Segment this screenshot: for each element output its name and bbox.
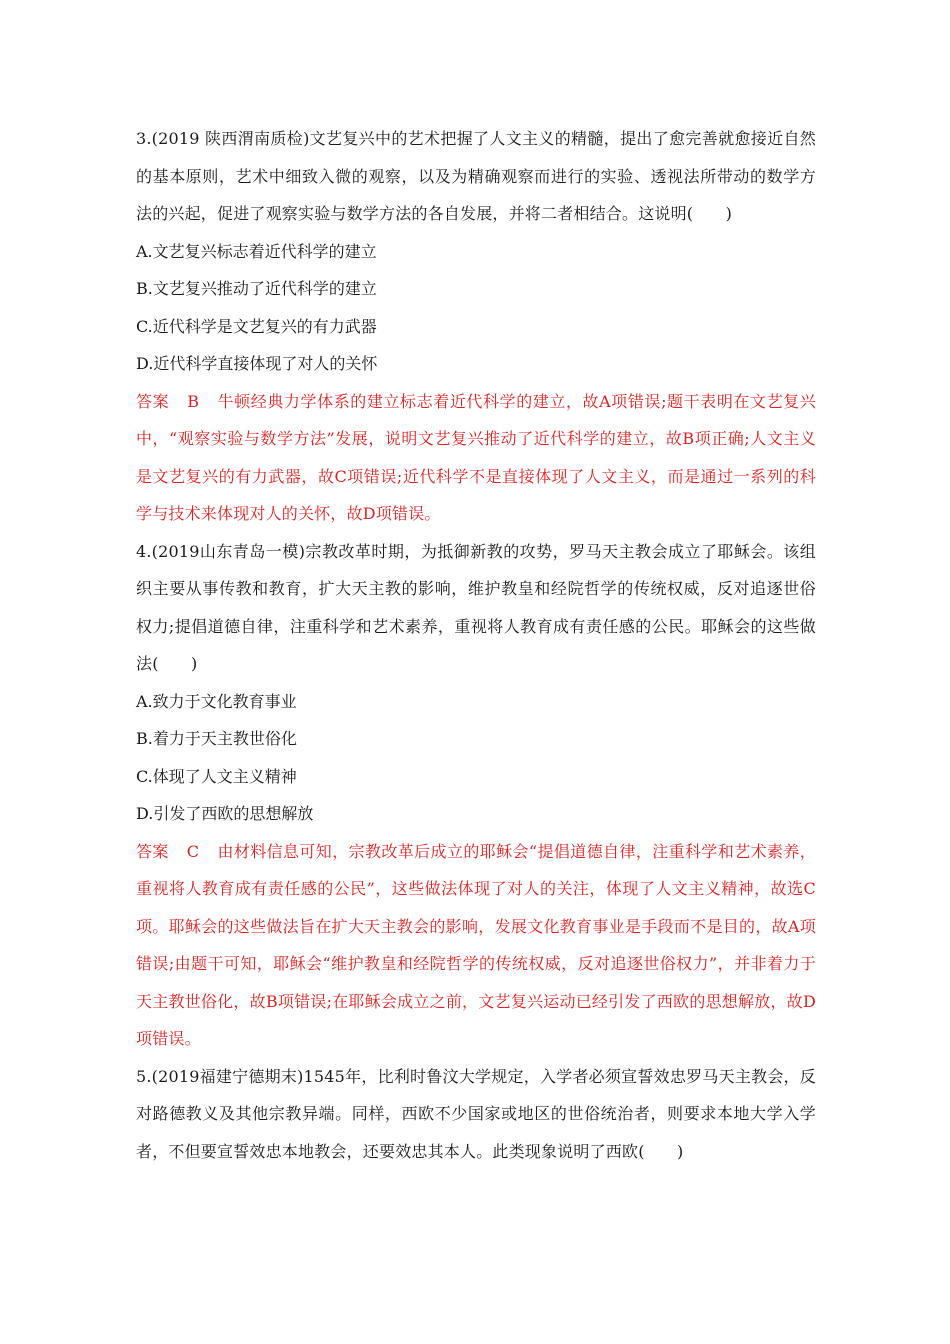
question-4 — [136, 533, 816, 1058]
question-4-option-c: C.体现了人文主义精神 — [136, 766, 297, 786]
answer-label: 答案 — [136, 391, 170, 411]
answer-key: C — [186, 841, 200, 861]
document-page — [136, 120, 816, 1170]
question-3-option-d: D.近代科学直接体现了对人的关怀 — [136, 354, 378, 373]
question-3-option-c: C.近代科学是文艺复兴的有力武器 — [136, 316, 377, 336]
answer-key: B — [187, 391, 200, 411]
answer-label: 答案 — [136, 841, 169, 861]
answer-explanation: 由材料信息可知，宗教改革后成立的耶稣会“提倡道德自律，注重科学和艺术素养，重视将人教育成有责任感的公民”，这些做法体现了对人的关注，体现了人文主义精神，故选C项。耶稣会的这些做法旨在扩大天主教会的影响，发展文化教育事业是手段而不是目的，故A项错误;由题干可知，耶稣会“维护教皇和经院哲学的传统权威，反对追逐世俗权力”，并非着力于天主教世俗化，故B项错误;在耶稣会成立之前，文艺复兴运动已经引发了西欧的思想解放，故D项错误。 — [136, 841, 816, 1048]
question-4-answer — [136, 833, 816, 1058]
question-5 — [136, 1058, 816, 1171]
answer-explanation: 牛顿经典力学体系的建立标志着近代科学的建立，故A项错误;题干表明在文艺复兴中，“观察实验与数学方法”发展，说明文艺复兴推动了近代科学的建立，故B项正确;人文主义是文艺复兴的有力武器，故C项错误;近代科学不是直接体现了人文主义，而是通过一系列的科学与技术来体现对人的关怀，故D项错误。 — [136, 391, 816, 523]
question-4-option-b: B.着力于天主教世俗化 — [136, 729, 297, 748]
question-4-option-d: D.引发了西欧的思想解放 — [136, 804, 314, 823]
question-3-option-b: B.文艺复兴推动了近代科学的建立 — [136, 279, 377, 298]
question-3-option-a: A.文艺复兴标志着近代科学的建立 — [136, 241, 377, 261]
question-3-stem: 3.(2019 陕西渭南质检)文艺复兴中的艺术把握了人文主义的精髓，提出了愈完善就愈接近自然的基本原则，艺术中细致入微的观察，以及为精确观察而进行的实验、透视法所带动的数学方法的兴起，促进了观察实验与数学方法的各自发展，并将二者相结合。这说明( ) — [136, 129, 816, 223]
question-3 — [136, 120, 816, 533]
question-5-stem: 5.(2019福建宁德期末)1545年，比利时鲁汶大学规定，入学者必须宣誓效忠罗马天主教会，反对路德教义及其他宗教异端。同样，西欧不少国家或地区的世俗统治者，则要求本地大学入学者，不但要宣誓效忠本地教会，还要效忠其本人。此类现象说明了西欧( ) — [136, 1066, 816, 1161]
question-4-option-a: A.致力于文化教育事业 — [136, 691, 297, 711]
question-3-answer — [136, 383, 816, 533]
question-4-stem: 4.(2019山东青岛一模)宗教改革时期，为抵御新教的攻势，罗马天主教会成立了耶稣会。该组织主要从事传教和教育，扩大天主教的影响，维护教皇和经院哲学的传统权威，反对追逐世俗权力;提倡道德自律，注重科学和艺术素养，重视将人教育成有责任感的公民。耶稣会的这些做法( ) — [136, 541, 816, 673]
